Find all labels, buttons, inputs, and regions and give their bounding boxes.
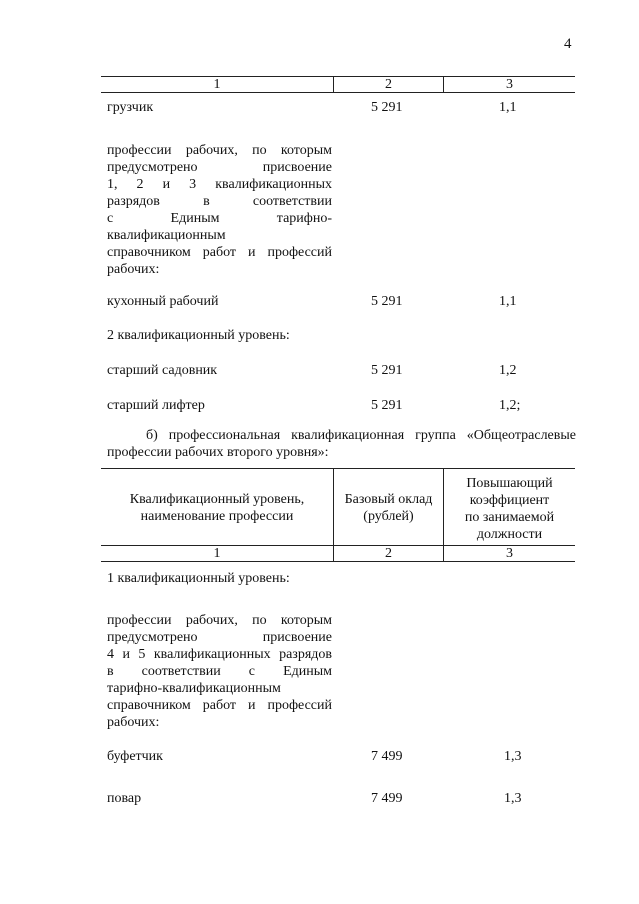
description-line: справочником работ и профессий (107, 245, 332, 260)
coefficient: 1,2; (499, 398, 521, 413)
coefficient: 1,1 (499, 294, 517, 309)
table1-colnum-3: 3 (506, 77, 513, 92)
description-line: рабочих: (107, 715, 160, 730)
base-salary: 7 499 (371, 749, 403, 764)
coefficient: 1,2 (499, 363, 517, 378)
profession-name: старший садовник (107, 363, 218, 378)
header-line: Базовый оклад (344, 492, 433, 507)
profession-name: грузчик (107, 100, 154, 115)
description-line: квалификационным (107, 228, 226, 243)
section-b-line-1: б) профессиональная квалификационная группа «Общеотраслевые (146, 428, 576, 443)
description-line: предусмотрено присвоение (107, 160, 332, 175)
description-line: рабочих: (107, 262, 160, 277)
description-line: 1, 2 и 3 квалификационных (107, 177, 332, 192)
description-line: разрядов в соответствии (107, 194, 332, 209)
base-salary: 5 291 (371, 363, 403, 378)
header-line: должности (476, 527, 543, 542)
section-b-line-2: профессии рабочих второго уровня»: (107, 445, 329, 460)
table2-colnum-1: 1 (213, 546, 221, 561)
coefficient: 1,1 (499, 100, 517, 115)
base-salary: 5 291 (371, 294, 403, 309)
profession-name: буфетчик (107, 749, 163, 764)
description-line: в соответствии с Единым (107, 664, 332, 679)
table2-colnum-3: 3 (506, 546, 513, 561)
coefficient: 1,3 (504, 749, 522, 764)
description-line: предусмотрено присвоение (107, 630, 332, 645)
table1-row-level-2: 2 квалификационный уровень: (107, 328, 290, 343)
header-line: Квалификационный уровень, (129, 492, 305, 507)
description-line: профессии рабочих, по которым (107, 143, 332, 158)
header-line: (рублей) (363, 509, 414, 524)
coefficient: 1,3 (504, 791, 522, 806)
description-line: с Единым тарифно- (107, 211, 332, 226)
page-number: 4 (564, 36, 572, 52)
profession-name: повар (107, 791, 142, 806)
header-line: Повышающий (466, 476, 553, 491)
profession-name: старший лифтер (107, 398, 205, 413)
table1-colnum-1: 1 (213, 77, 221, 92)
header-base-salary (334, 491, 443, 525)
header-qualification-level (101, 491, 333, 525)
table2-colnum-2: 2 (385, 546, 392, 561)
header-line: по занимаемой (464, 510, 555, 525)
header-line: наименование профессии (140, 509, 294, 524)
profession-name: кухонный рабочий (107, 294, 219, 309)
base-salary: 7 499 (371, 791, 403, 806)
table2-row-level-1: 1 квалификационный уровень: (107, 571, 290, 586)
description-line: профессии рабочих, по которым (107, 613, 332, 628)
description-line: 4 и 5 квалификационных разрядов (107, 647, 332, 662)
description-line: справочником работ и профессий (107, 698, 332, 713)
header-line: коэффициент (469, 493, 550, 508)
table1-colnum-2: 2 (385, 77, 392, 92)
table2-row-description (107, 613, 332, 732)
base-salary: 5 291 (371, 398, 403, 413)
base-salary: 5 291 (371, 100, 403, 115)
header-coefficient (444, 475, 575, 543)
description-line: тарифно-квалификационным (107, 681, 281, 696)
table1-row-description (107, 143, 332, 279)
